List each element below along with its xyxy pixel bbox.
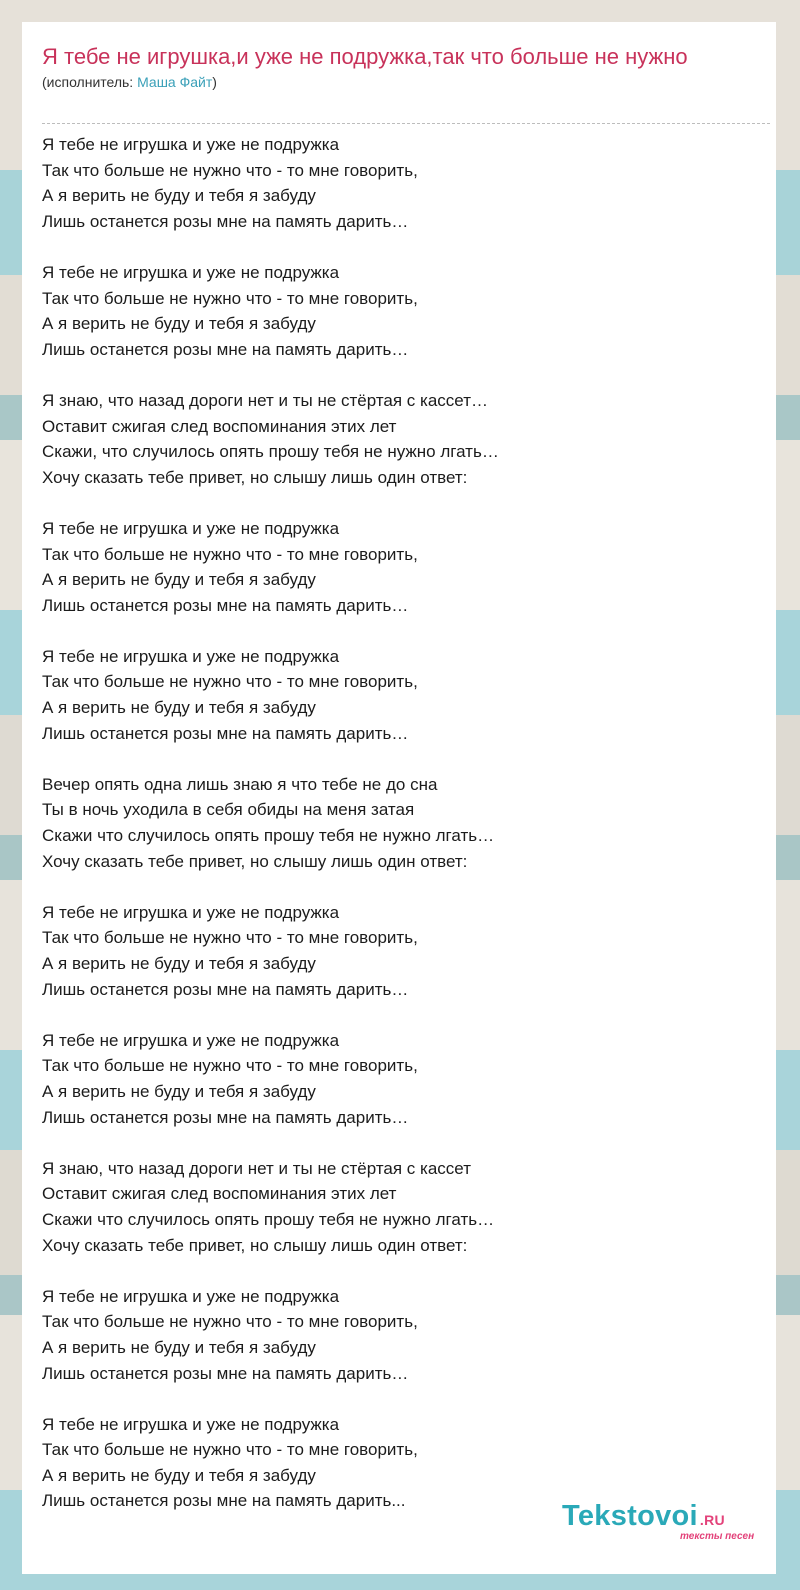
- lyric-line: Я тебе не игрушка и уже не подружка: [42, 646, 340, 666]
- lyric-line: А я верить не буду и тебя я забуду: [42, 1337, 316, 1357]
- lyric-line: Лишь останется розы мне на память дарить…: [42, 979, 409, 999]
- lyric-line: Скажи что случилось опять прошу тебя не нужно лгать…: [42, 826, 495, 846]
- stanza: [42, 1156, 762, 1258]
- lyric-line: Я тебе не игрушка и уже не подружка: [42, 1414, 340, 1434]
- logo-domain: .RU: [699, 1512, 725, 1528]
- stanza: [42, 644, 762, 746]
- lyric-line: А я верить не буду и тебя я забуду: [42, 314, 316, 334]
- stanza: [42, 1028, 762, 1130]
- stanza: [42, 1284, 762, 1386]
- lyric-line: Хочу сказать тебе привет, но слышу лишь один ответ:: [42, 467, 468, 487]
- lyric-line: Хочу сказать тебе привет, но слышу лишь один ответ:: [42, 851, 468, 871]
- stanza: [42, 132, 762, 234]
- artist-prefix: (исполнитель:: [42, 74, 138, 90]
- lyric-line: А я верить не буду и тебя я забуду: [42, 570, 316, 590]
- lyric-line: Лишь останется розы мне на память дарить...: [42, 1491, 406, 1511]
- stanza: [42, 900, 762, 1002]
- stanza: [42, 516, 762, 618]
- logo-name: Tekstovoi: [562, 1500, 698, 1532]
- lyric-line: Так что больше не нужно что - то мне говорить,: [42, 672, 418, 692]
- lyric-line: Лишь останется розы мне на память дарить…: [42, 595, 409, 615]
- lyric-line: Я тебе не игрушка и уже не подружка: [42, 1030, 340, 1050]
- header-divider: [42, 123, 770, 124]
- lyrics-body: [42, 132, 762, 1540]
- lyrics-card: [22, 22, 776, 1574]
- lyric-line: Оставит сжигая след воспоминания этих лет: [42, 416, 397, 436]
- stanza: [42, 772, 762, 874]
- lyric-line: Так что больше не нужно что - то мне говорить,: [42, 160, 418, 180]
- artist-line: [42, 73, 742, 91]
- lyric-line: Лишь останется розы мне на память дарить…: [42, 1107, 409, 1127]
- song-title: Я тебе не игрушка,и уже не подружка,так что больше не нужно: [42, 44, 688, 69]
- lyric-line: Лишь останется розы мне на память дарить…: [42, 211, 409, 231]
- lyric-line: Я знаю, что назад дороги нет и ты не стёртая с кассет…: [42, 390, 488, 410]
- stanza: [42, 260, 762, 362]
- lyric-line: Лишь останется розы мне на память дарить…: [42, 339, 409, 359]
- lyric-line: Так что больше не нужно что - то мне говорить,: [42, 1440, 418, 1460]
- lyric-line: Я тебе не игрушка и уже не подружка: [42, 262, 340, 282]
- lyric-line: Я тебе не игрушка и уже не подружка: [42, 1286, 340, 1306]
- lyric-line: А я верить не буду и тебя я забуду: [42, 1081, 316, 1101]
- lyric-line: Оставит сжигая след воспоминания этих лет: [42, 1184, 397, 1204]
- song-header: [42, 42, 742, 91]
- lyric-line: Я тебе не игрушка и уже не подружка: [42, 902, 340, 922]
- lyric-line: Я знаю, что назад дороги нет и ты не стёртая с кассет: [42, 1158, 471, 1178]
- artist-suffix: ): [212, 74, 217, 90]
- lyric-line: Лишь останется розы мне на память дарить…: [42, 723, 409, 743]
- lyric-line: Скажи что случилось опять прошу тебя не нужно лгать…: [42, 1209, 495, 1229]
- lyric-line: А я верить не буду и тебя я забуду: [42, 1465, 316, 1485]
- lyric-line: Так что больше не нужно что - то мне говорить,: [42, 1312, 418, 1332]
- artist-link[interactable]: Маша Файт: [137, 74, 213, 90]
- lyric-line: Лишь останется розы мне на память дарить…: [42, 1363, 409, 1383]
- lyric-line: Так что больше не нужно что - то мне говорить,: [42, 928, 418, 948]
- lyric-line: Так что больше не нужно что - то мне говорить,: [42, 1056, 418, 1076]
- lyric-line: Я тебе не игрушка и уже не подружка: [42, 135, 340, 154]
- lyric-line: Так что больше не нужно что - то мне говорить,: [42, 544, 418, 564]
- lyric-line: Скажи, что случилось опять прошу тебя не нужно лгать…: [42, 442, 499, 462]
- lyric-line: Хочу сказать тебе привет, но слышу лишь один ответ:: [42, 1235, 468, 1255]
- lyric-line: Вечер опять одна лишь знаю я что тебе не до сна: [42, 774, 438, 794]
- lyric-line: Так что больше не нужно что - то мне говорить,: [42, 288, 418, 308]
- lyric-line: А я верить не буду и тебя я забуду: [42, 954, 316, 973]
- lyric-line: Я тебе не игрушка и уже не подружка: [42, 518, 340, 538]
- lyric-line: А я верить не буду и тебя я забуду: [42, 186, 316, 206]
- lyric-line: А я верить не буду и тебя я забуду: [42, 698, 316, 718]
- stanza: [42, 388, 762, 490]
- lyric-line: Ты в ночь уходила в себя обиды на меня затая: [42, 800, 415, 820]
- logo-tagline: тексты песен: [680, 1531, 755, 1542]
- tekstovoi-logo[interactable]: [562, 1499, 767, 1559]
